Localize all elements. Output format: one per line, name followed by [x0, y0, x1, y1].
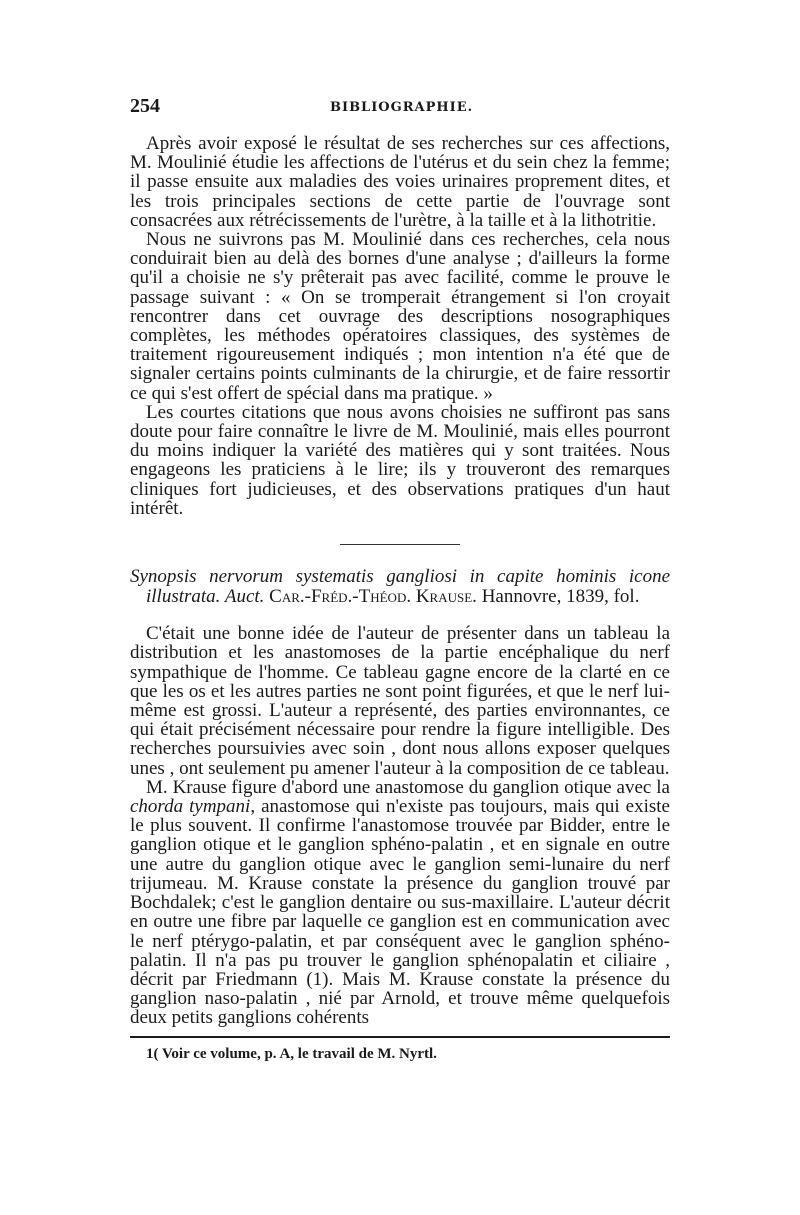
paragraph: Nous ne suivrons pas M. Moulinié dans ces recherches, cela nous conduirait bien au delà des bornes d'une analyse ; d'ailleurs la forme qu'il a choisie ne s'y prêterait pas avec facilité, comme le prouve le passage suivant : « On se tromperait étrangement si l'on croyait rencontrer dans cet ouvrage des descriptions nosographiques complètes, les méthodes opératoires classiques, des systèmes de traitement rigoureusement indiqués ; mon intention n'a été que de signaler certains points culminants de la chirurgie, et de faire ressortir ce qui s'est offert de spécial dans ma pratique. »	[130, 229, 670, 404]
paragraph: Les courtes citations que nous avons choisies ne suffiront pas sans doute pour faire connaître le livre de M. Moulinié, mais elles pourront du moins indiquer la variété des matières qui y sont traitées. Nous engageons les praticiens à le lire; ils y trouveront des remarques cliniques fort judicieuses, et des observations pratiques d'un haut intérêt.	[130, 401, 670, 519]
running-head: BIBLIOGRAPHIE.	[330, 100, 474, 115]
paragraph: C'était une bonne idée de l'auteur de présenter dans un tableau la distribution et les anastomoses de la partie encéphalique du nerf sympathique de l'homme. Ce tableau gagne encore de la clarté en ce que les os et les autres parties ne sont point figurées, et que le nerf lui-même est grossi. L'auteur a représenté, des parties environnantes, ce qui était précisément nécessaire pour rendre la figure intelligible. Des recherches poursuivies avec soin , dont nous allons exposer quelques unes , ont seulement pu amener l'auteur à la composition de ce tableau.	[130, 623, 670, 779]
paragraph	[130, 778, 670, 1028]
bibliographic-entry	[130, 567, 670, 606]
page-header	[130, 92, 670, 120]
entry-publication: Hannovre, 1839, fol.	[481, 585, 640, 607]
review-continuation	[130, 134, 670, 518]
entry-author: Car.-Fréd.-Théod. Krause.	[269, 585, 477, 607]
book-page	[130, 92, 670, 1063]
paragraph-text: M. Krause figure d'abord une anastomose du ganglion otique avec la	[146, 776, 670, 798]
footnote-rule	[130, 1036, 670, 1038]
page-number: 254	[130, 95, 160, 117]
paragraph: Après avoir exposé le résultat de ses recherches sur ces affections, M. Moulinié étudie les affections de l'utérus et du sein chez la femme; il passe ensuite aux maladies des voies urinaires proprement dites, et les trois principales sections de cette partie de l'ouvrage sont consacrées aux rétrécissements de l'urètre, à la taille et à la lithotritie.	[130, 133, 670, 231]
entry-title: Synopsis nervorum systematis gangliosi in capite hominis icone illustrata. Auct.	[130, 566, 670, 607]
paragraph-text: , anastomose qui n'existe pas toujours, mais qui existe le plus souvent. Il confirme l'anastomose trouvée par Bidder, entre le ganglion otique et le ganglion sphéno-palatin , et en signale en outre une autre du ganglion otique avec le ganglion semi-lunaire du nerf trijumeau. M. Krause constate la présence du ganglion trouvé par Bochdalek; c'est le ganglion dentaire ou sus-maxillaire. L'auteur décrit en outre une fibre par laquelle ce ganglion est en communication avec le nerf ptérygo-palatin, et par conséquent avec le ganglion sphéno-palatin. Il n'a pas pu trouver le ganglion sphénopalatin et ciliaire , décrit par Friedmann (1). Mais M. Krause constate la présence du ganglion naso-palatin , nié par Arnold, et trouve même quelquefois deux petits ganglions cohérents	[130, 796, 670, 1029]
italic-term: chorda tympani	[130, 796, 251, 818]
review-body	[130, 624, 670, 1027]
section-separator	[340, 544, 460, 545]
footnote: 1( Voir ce volume, p. A, le travail de M. Nyrtl.	[146, 1045, 437, 1062]
